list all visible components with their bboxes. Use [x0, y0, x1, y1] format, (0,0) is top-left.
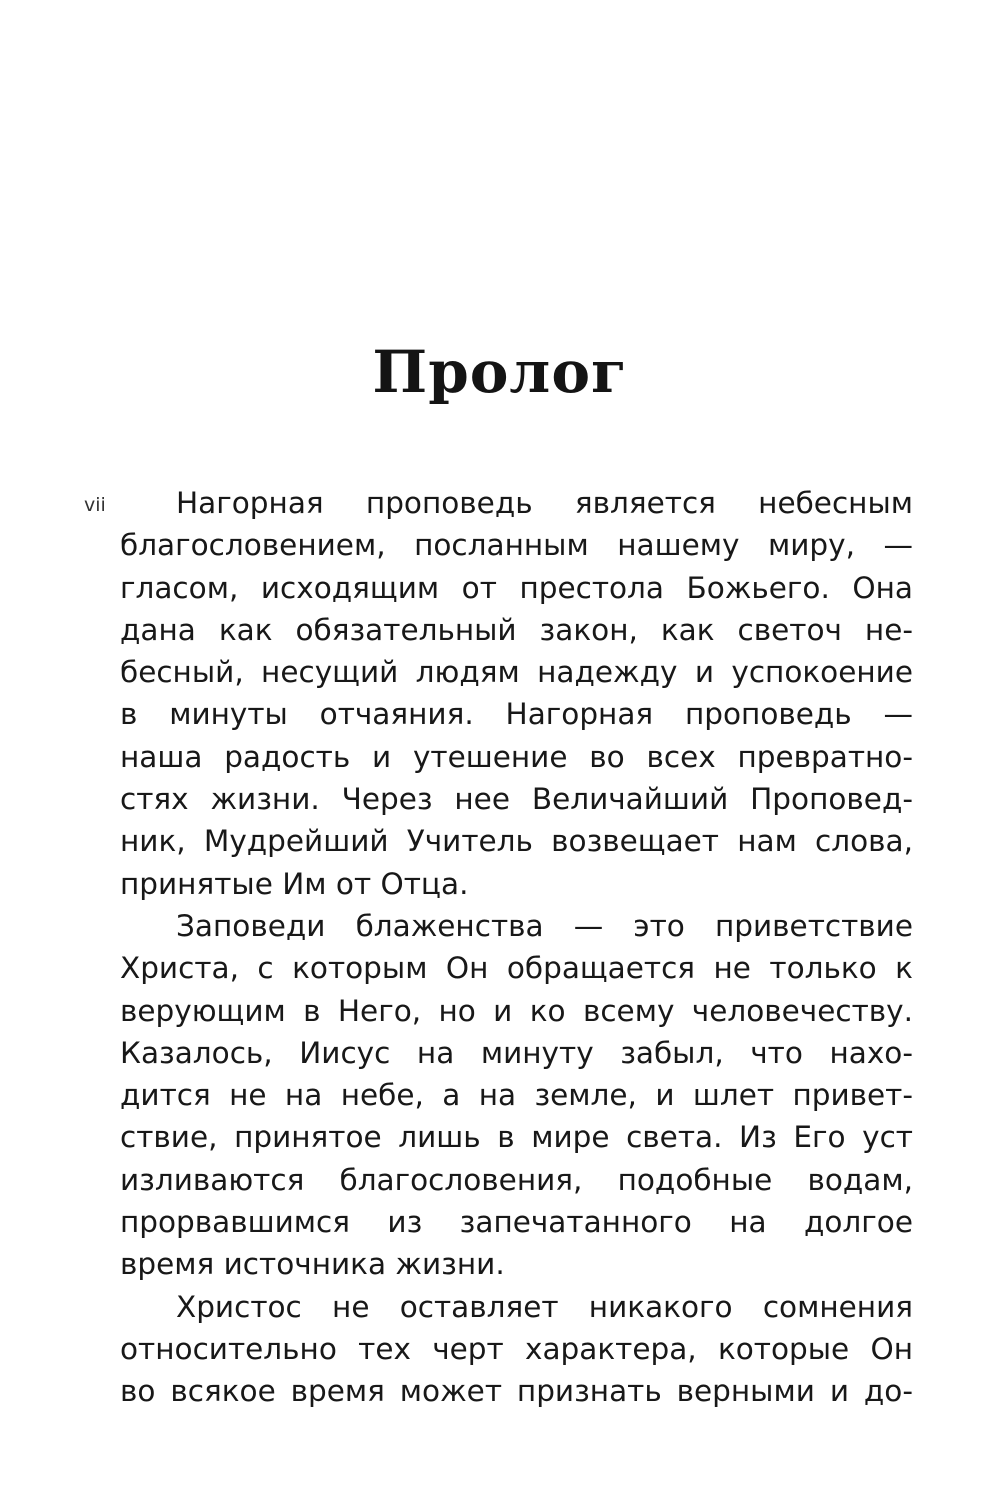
- text-line: во всякое время может признать верными и до-: [120, 1374, 913, 1409]
- paragraph-2: [120, 905, 913, 1286]
- text-line: в минуты отчаяния. Нагорная проповедь —: [120, 697, 913, 732]
- text-line: ник, Мудрейший Учитель возвещает нам слова,: [120, 824, 913, 859]
- text-line: прорвавшимся из запечатанного на долгое: [120, 1205, 913, 1240]
- chapter-title: Пролог: [372, 338, 628, 406]
- text-line: верующим в Него, но и ко всему человечеству.: [120, 993, 913, 1028]
- text-line: относительно тех черт характера, которые Он: [120, 1331, 913, 1366]
- text-line: дится не на небе, а на земле, и шлет привет-: [120, 1078, 913, 1113]
- text-line: время источника жизни.: [120, 1247, 505, 1282]
- text-line: Казалось, Иисус на минуту забыл, что нахо-: [120, 1035, 913, 1070]
- text-line: гласом, исходящим от престола Божьего. Она: [120, 570, 913, 605]
- page-number: vii: [84, 494, 106, 516]
- paragraph-3: [120, 1286, 913, 1413]
- text-line: Нагорная проповедь является небесным: [176, 486, 913, 520]
- text-line: благословением, посланным нашему миру, —: [120, 528, 913, 563]
- text-line: принятые Им от Отца.: [120, 866, 469, 901]
- text-line: ствие, принятое лишь в мире света. Из Его уст: [120, 1120, 913, 1155]
- text-line: Христос не оставляет никакого сомнения: [176, 1289, 913, 1324]
- text-line: Христа, с которым Он обращается не только к: [120, 951, 913, 986]
- text-line: Заповеди блаженства — это приветствие: [176, 908, 913, 943]
- text-line: бесный, несущий людям надежду и успокоение: [120, 655, 913, 690]
- text-line: наша радость и утешение во всех превратно-: [120, 739, 913, 774]
- paragraph-1: [120, 482, 913, 905]
- text-line: дана как обязательный закон, как светоч не-: [120, 612, 913, 647]
- text-line: изливаются благословения, подобные водам,: [120, 1162, 913, 1197]
- body-text: [120, 482, 913, 1413]
- text-line: стях жизни. Через нее Величайший Проповед-: [120, 782, 913, 817]
